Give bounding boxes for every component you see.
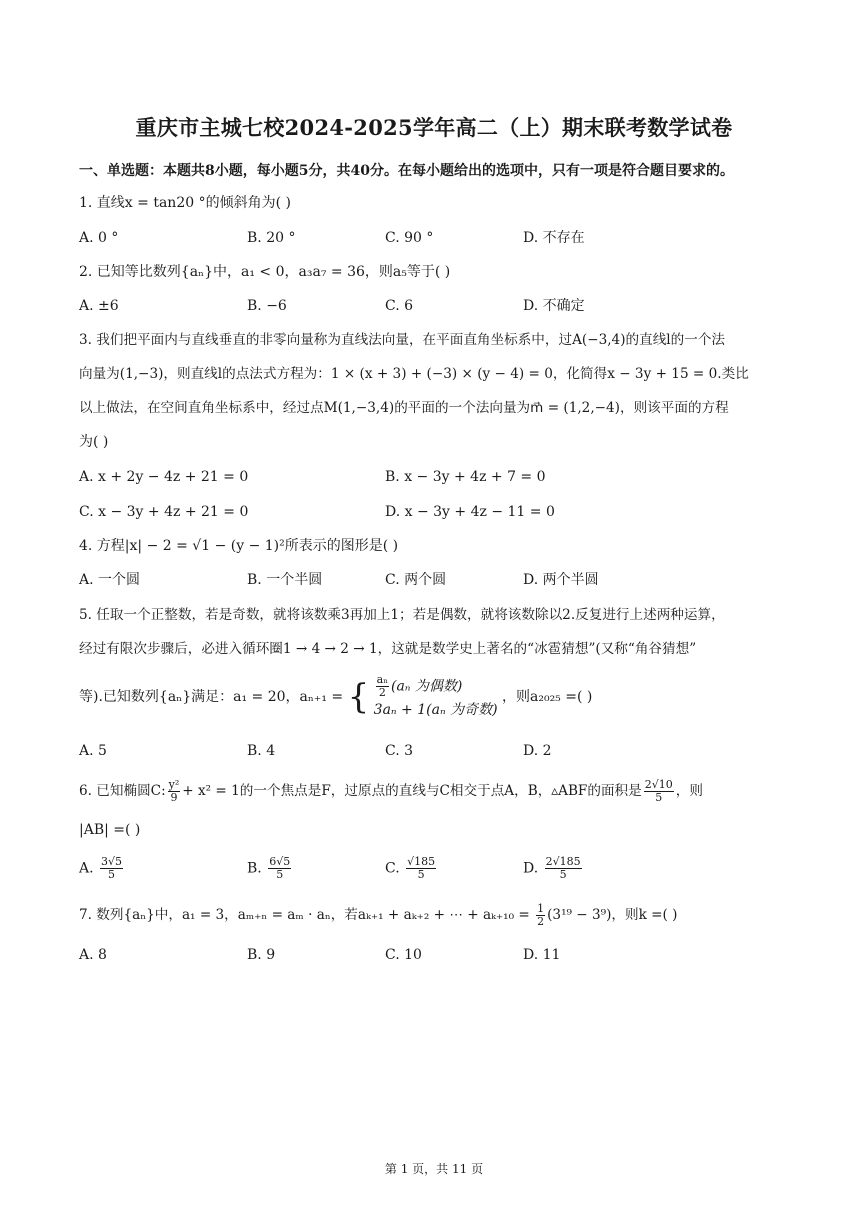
option-c-fraction xyxy=(406,856,436,881)
question-6-line-2: |AB| =( ) xyxy=(79,822,141,838)
option-c-label: C. xyxy=(385,860,400,877)
question-1-option-a: A. 0 ° xyxy=(79,230,119,246)
option-d-numerator: 2√185 xyxy=(545,855,581,868)
case-even xyxy=(374,674,498,699)
question-7-suffix: (3¹⁹ − 3⁹)，则k =( ) xyxy=(547,907,678,923)
question-5-line-3-prefix: 等).已知数列{aₙ}满足：a₁ = 20，aₙ₊₁ = xyxy=(79,689,344,705)
option-d-fraction xyxy=(545,856,582,881)
option-a-label: A. xyxy=(79,860,94,877)
question-4-option-d: D. 两个半圆 xyxy=(523,572,599,588)
question-5-line-1: 5. 任取一个正整数，若是奇数，就将该数乘3再加上1；若是偶数，就将该数除以2.反复进行上述两种运算， xyxy=(79,607,725,623)
question-5-option-a: A. 5 xyxy=(79,743,107,759)
option-b-label: B. xyxy=(247,860,262,877)
question-6-middle: + x² = 1的一个焦点是F，过原点的直线与C相交于点A，B，▵ABF的面积是 xyxy=(182,783,642,799)
question-6-prefix: 6. 已知椭圆C: xyxy=(79,783,166,799)
question-3-line-4: 为( ) xyxy=(79,434,109,450)
question-3-line-2: 向量为(1,−3)，则直线l的点法式方程为：1 × (x + 3) + (−3) × (y − 4) = 0，化简得x − 3y + 15 = 0.类比 xyxy=(79,366,749,382)
question-3-option-b: B. x − 3y + 4z + 7 = 0 xyxy=(385,469,546,485)
question-1-stem: 1. 直线x = tan20 °的倾斜角为( ) xyxy=(79,195,291,211)
page-footer: 第 1 页，共 11 页 xyxy=(384,1162,484,1176)
option-b-numerator: 6√5 xyxy=(269,855,291,868)
page-title: 重庆市主城七校2024-2025学年高二（上）期末联考数学试卷 xyxy=(135,115,733,140)
option-a-fraction xyxy=(100,856,123,881)
question-5-option-c: C. 3 xyxy=(385,743,414,759)
question-6-suffix: ，则 xyxy=(675,783,703,799)
question-1-option-d: D. 不存在 xyxy=(523,230,585,246)
question-4-option-c: C. 两个圆 xyxy=(385,572,447,588)
question-2-stem: 2. 已知等比数列{aₙ}中，a₁ < 0，a₃a₇ = 36，则a₅等于( ) xyxy=(79,264,451,280)
question-7-option-a: A. 8 xyxy=(79,947,107,963)
case-even-denominator: 2 xyxy=(378,685,386,699)
question-1-option-c: C. 90 ° xyxy=(385,230,434,246)
ellipse-numerator: y² xyxy=(168,778,180,791)
question-5-line-3-suffix: ，则a₂₀₂₅ =( ) xyxy=(502,689,593,705)
case-even-condition: (aₙ 为偶数) xyxy=(391,678,463,694)
question-1-option-b: B. 20 ° xyxy=(247,230,296,246)
question-7-fraction xyxy=(536,903,545,928)
question-5-option-b: B. 4 xyxy=(247,743,276,759)
left-brace: { xyxy=(347,677,370,717)
question-5-line-3 xyxy=(79,672,592,722)
area-fraction xyxy=(644,779,674,804)
question-3-line-3: 以上做法，在空间直角坐标系中，经过点M(1,−3,4)的平面的一个法向量为m⃗ = (1,2,−4)，则该平面的方程 xyxy=(79,400,729,416)
question-7-prefix: 7. 数列{aₙ}中，a₁ = 3，aₘ₊ₙ = aₘ · aₙ，若aₖ₊₁ + aₖ₊₂ + ⋯ + aₖ₊₁₀ = xyxy=(79,907,530,923)
question-6-option-d xyxy=(523,856,584,881)
question-2-option-b: B. −6 xyxy=(247,298,287,314)
question-7-numerator: 1 xyxy=(537,902,545,915)
question-3-option-c: C. x − 3y + 4z + 21 = 0 xyxy=(79,504,249,520)
piecewise-cases xyxy=(374,674,498,721)
question-7-option-d: D. 11 xyxy=(523,947,561,963)
question-7-option-b: B. 9 xyxy=(247,947,276,963)
option-b-fraction xyxy=(268,856,291,881)
question-6-line-1 xyxy=(79,778,703,804)
area-denominator: 5 xyxy=(655,791,663,804)
question-4-option-a: A. 一个圆 xyxy=(79,572,141,588)
question-4-stem: 4. 方程|x| − 2 = √1 − (y − 1)²所表示的图形是( ) xyxy=(79,538,399,554)
case-even-numerator: aₙ xyxy=(376,672,388,686)
ellipse-denominator: 9 xyxy=(170,791,178,804)
question-3-option-d: D. x − 3y + 4z − 11 = 0 xyxy=(385,504,555,520)
option-c-numerator: √185 xyxy=(407,855,436,868)
question-2-option-c: C. 6 xyxy=(385,298,414,314)
question-6-option-b xyxy=(247,856,293,881)
option-d-label: D. xyxy=(523,860,539,877)
case-odd: 3aₙ + 1(aₙ 为奇数) xyxy=(373,701,498,718)
question-3-line-1: 3. 我们把平面内与直线垂直的非零向量称为直线法向量，在平面直角坐标系中，过A(−3,4)的直线l的一个法 xyxy=(79,332,726,348)
ellipse-fraction xyxy=(168,779,181,804)
question-7-option-c: C. 10 xyxy=(385,947,422,963)
question-3-option-a: A. x + 2y − 4z + 21 = 0 xyxy=(79,469,249,485)
question-2-option-a: A. ±6 xyxy=(79,298,119,314)
question-4-option-b: B. 一个半圆 xyxy=(247,572,323,588)
piecewise-definition xyxy=(348,672,498,722)
question-7-denominator: 2 xyxy=(537,915,545,928)
question-5-option-d: D. 2 xyxy=(523,743,552,759)
option-c-denominator: 5 xyxy=(417,868,425,881)
question-5-line-2: 经过有限次步骤后，必进入循环圈1 → 4 → 2 → 1，这就是数学史上著名的“冰雹猜想”(又称“角谷猜想” xyxy=(79,641,697,657)
option-b-denominator: 5 xyxy=(276,868,284,881)
option-a-denominator: 5 xyxy=(108,868,116,881)
case-even-fraction xyxy=(376,674,389,699)
question-7-stem xyxy=(79,902,677,928)
question-2-option-d: D. 不确定 xyxy=(523,298,585,314)
question-6-option-a xyxy=(79,856,125,881)
section-heading: 一、单选题：本题共8小题，每小题5分，共40分。在每小题给出的选项中，只有一项是符合题目要求的。 xyxy=(79,163,734,179)
area-numerator: 2√10 xyxy=(644,778,673,791)
option-a-numerator: 3√5 xyxy=(101,855,123,868)
question-6-option-c xyxy=(385,856,438,881)
option-d-denominator: 5 xyxy=(559,868,567,881)
